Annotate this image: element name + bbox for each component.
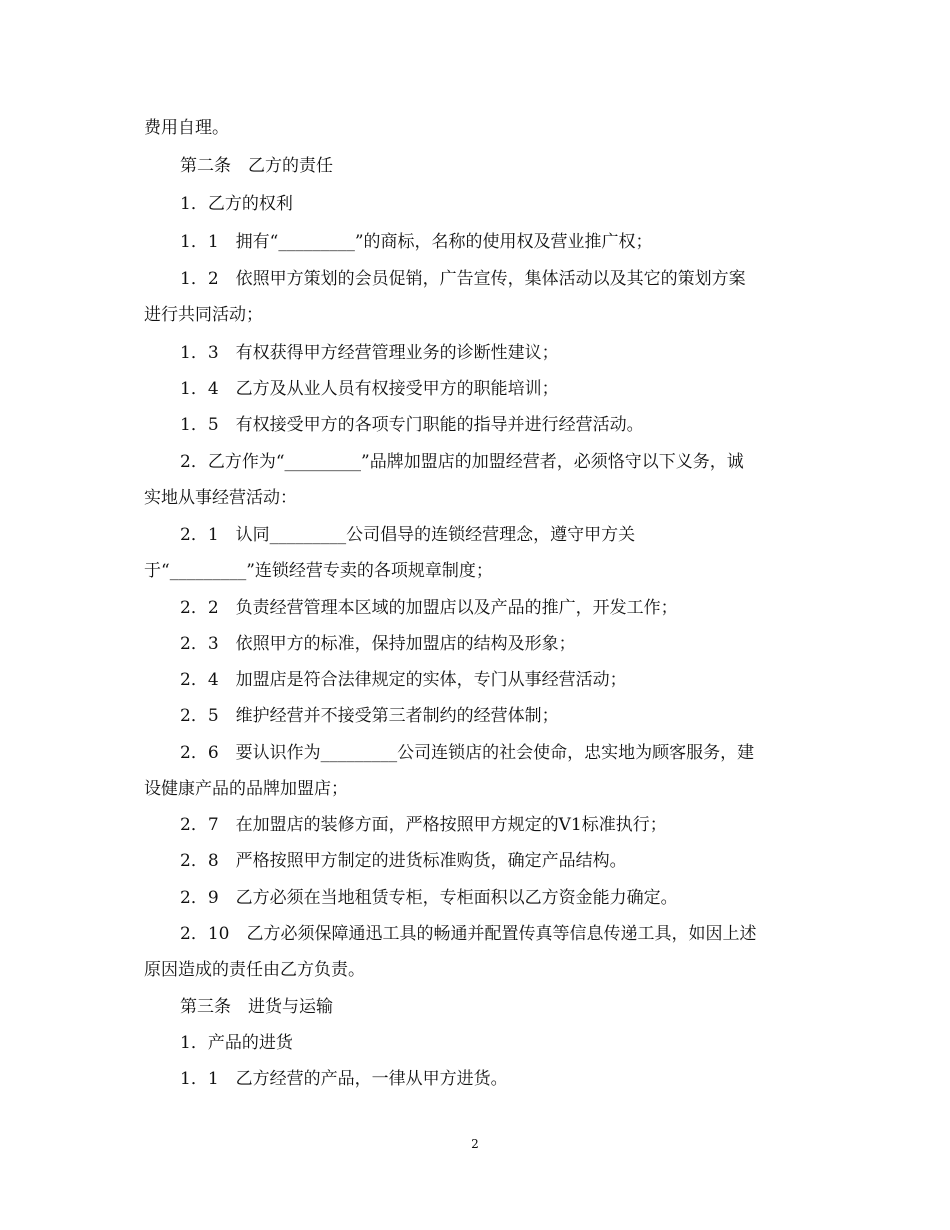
clause-continuation: 进行共同活动； xyxy=(144,305,263,325)
clause-line: 2．5 维护经营并不接受第三者制约的经营体制； xyxy=(180,706,559,726)
clause-continuation: 原因造成的责任由乙方负责。 xyxy=(144,960,365,980)
clause-line: 1．1 拥有“_________”的商标，名称的使用权及营业推广权； xyxy=(180,232,653,252)
clause-line: 2．10 乙方必须保障通迅工具的畅通并配置传真等信息传递工具，如因上述 xyxy=(180,924,757,944)
clause-line: 2．2 负责经营管理本区域的加盟店以及产品的推广，开发工作； xyxy=(180,598,678,618)
clause-continuation: 于“_________”连锁经营专卖的各项规章制度； xyxy=(144,561,493,581)
clause-line: 2．6 要认识作为_________公司连锁店的社会使命，忠实地为顾客服务，建 xyxy=(180,743,755,763)
clause-line: 1．2 依照甲方策划的会员促销，广告宣传，集体活动以及其它的策划方案 xyxy=(180,269,746,289)
clause-line: 2．4 加盟店是符合法律规定的实体，专门从事经营活动； xyxy=(180,670,627,690)
clause-line: 2．3 依照甲方的标准，保持加盟店的结构及形象； xyxy=(180,634,576,654)
clause-continuation: 实地从事经营活动： xyxy=(144,488,297,508)
clause-line: 1．1 乙方经营的产品，一律从甲方进货。 xyxy=(180,1069,508,1089)
clause-heading: 1．产品的进货 xyxy=(180,1033,293,1053)
clause-line: 2．8 严格按照甲方制定的进货标准购货，确定产品结构。 xyxy=(180,851,627,871)
section-heading: 第三条 进货与运输 xyxy=(180,997,333,1017)
clause-line: 1．3 有权获得甲方经营管理业务的诊断性建议； xyxy=(180,343,559,363)
clause-line: 1．5 有权接受甲方的各项专门职能的指导并进行经营活动。 xyxy=(180,415,644,435)
clause-continuation: 设健康产品的品牌加盟店； xyxy=(144,779,348,799)
paragraph-line: 费用自理。 xyxy=(144,118,229,138)
page-number: 2 xyxy=(471,1137,479,1151)
clause-line: 2．7 在加盟店的装修方面，严格按照甲方规定的V1标准执行； xyxy=(180,815,667,835)
clause-heading: 2．乙方作为“_________”品牌加盟店的加盟经营者，必须恪守以下义务，诚 xyxy=(180,452,744,472)
clause-line: 2．1 认同_________公司倡导的连锁经营理念，遵守甲方关 xyxy=(180,525,636,545)
clause-line: 2．9 乙方必须在当地租赁专柜，专柜面积以乙方资金能力确定。 xyxy=(180,888,678,908)
section-heading: 第二条 乙方的责任 xyxy=(180,156,333,176)
clause-heading: 1．乙方的权利 xyxy=(180,194,293,214)
clause-line: 1．4 乙方及从业人员有权接受甲方的职能培训； xyxy=(180,379,559,399)
